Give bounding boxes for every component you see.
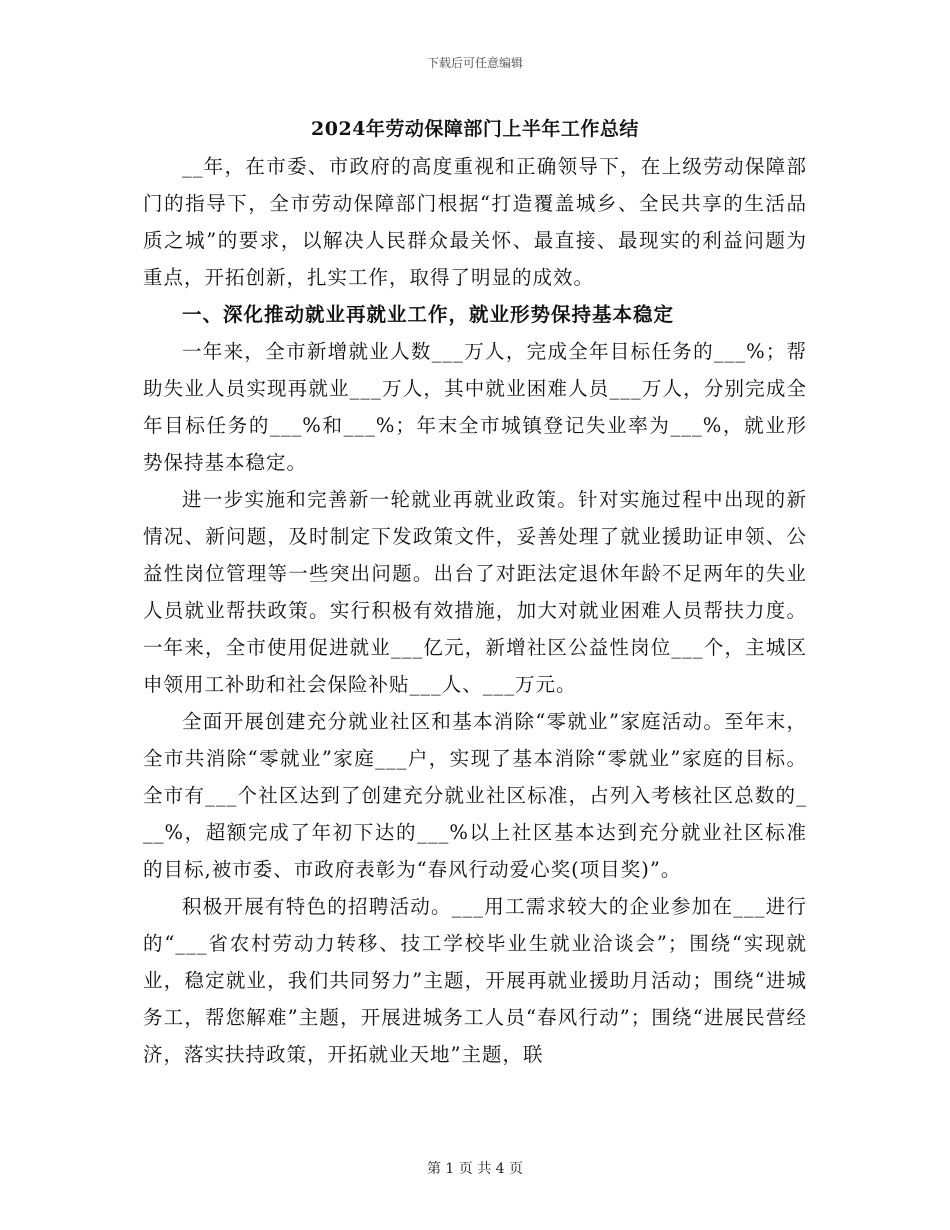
document-body [143, 148, 807, 1073]
page-header-note: 下载后可任意编辑 [426, 56, 523, 70]
intro-paragraph: __年，在市委、市政府的高度重视和正确领导下，在上级劳动保障部门的指导下，全市劳动保障部门根据“打造覆盖城乡、全民共享的生活品质之城”的要求，以解决人民群众最关怀、最直接、最现实的利益问题为重点，开拓创新，扎实工作，取得了明显的成效。 [143, 155, 807, 289]
document-title: 2024年劳动保障部门上半年工作总结 [311, 118, 639, 140]
policy-paragraph: 进一步实施和完善新一轮就业再就业政策。针对实施过程中出现的新情况、新问题，及时制定下发政策文件，妥善处理了就业援助证申领、公益性岗位管理等一些突出问题。出台了对距法定退休年龄不足两年的失业人员就业帮扶政策。实行积极有效措施，加大对就业困难人员帮扶力度。一年来，全市使用促进就业___亿元，新增社区公益性岗位___个，主城区申领用工补助和社会保险补贴___人、___万元。 [143, 488, 807, 696]
community-paragraph: 全面开展创建充分就业社区和基本消除“零就业”家庭活动。至年末，全市共消除“零就业”家庭___户，实现了基本消除“零就业”家庭的目标。全市有___个社区达到了创建充分就业社区标准，占列入考核社区总数的___%，超额完成了年初下达的___%以上社区基本达到充分就业社区标准的目标,被市委、市政府表彰为“春风行动爱心奖(项目奖)”。 [143, 710, 807, 881]
page-number: 第 1 页 共 4 页 [426, 1161, 524, 1177]
section-heading-1: 一、深化推动就业再就业工作，就业形势保持基本稳定 [182, 303, 675, 326]
recruitment-paragraph: 积极开展有特色的招聘活动。___用工需求较大的企业参加在___进行的“___省农村劳动力转移、技工学校毕业生就业洽谈会”；围绕“实现就业，稳定就业，我们共同努力”主题，开展再就业援助月活动；围绕“进城务工，帮您解难”主题，开展进城务工人员“春风行动”；围绕“进展民营经济，落实扶持政策，开拓就业天地”主题，联 [143, 895, 807, 1066]
employment-stats-paragraph: 一年来，全市新增就业人数___万人，完成全年目标任务的___%；帮助失业人员实现再就业___万人，其中就业困难人员___万人，分别完成全年目标任务的___%和___%；年末全市城镇登记失业率为___%，就业形势保持基本稳定。 [143, 340, 807, 474]
